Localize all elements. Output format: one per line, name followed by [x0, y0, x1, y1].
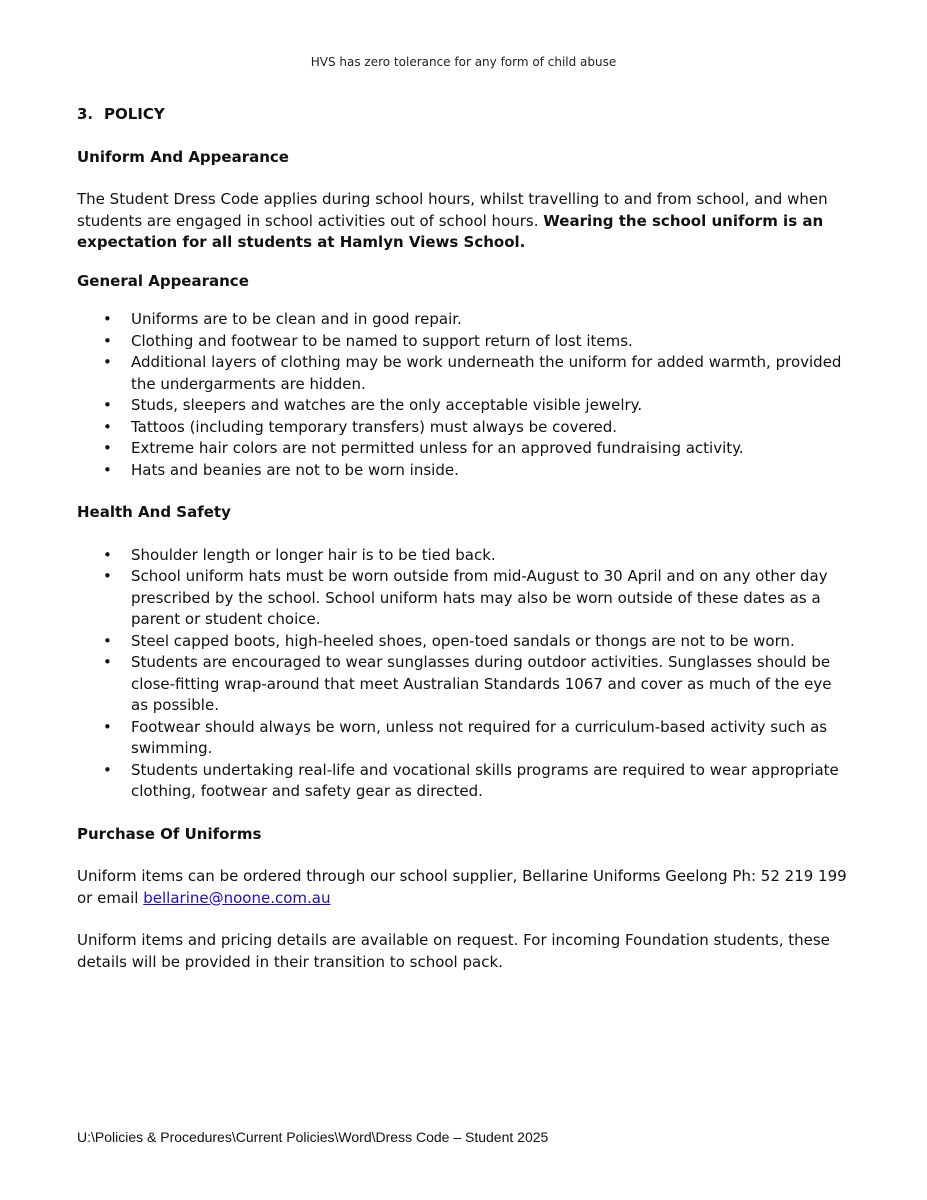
health-safety-list: [77, 545, 847, 803]
dress-code-text: The Student Dress Code applies during school hours, whilst travelling to and from school, and when students are engaged in school activities out of school hours.: [77, 190, 828, 230]
list-item: • Footwear should always be worn, unless not required for a curriculum-based activity such as swimming.: [77, 717, 847, 760]
file-path-footer: U:\Policies & Procedures\Current Policies\Word\Dress Code – Student 2025: [77, 1129, 549, 1145]
list-item: • Students are encouraged to wear sunglasses during outdoor activities. Sunglasses should be close-fitting wrap-around that meet Australian Standards 1067 and cover as much of the eye as possible.: [77, 652, 847, 717]
purchase-heading: Purchase Of Uniforms: [77, 824, 262, 843]
list-item: • Steel capped boots, high-heeled shoes, open-toed sandals or thongs are not to be worn.: [77, 631, 847, 653]
purchase-paragraph: [77, 866, 847, 909]
section-title: POLICY: [104, 105, 165, 123]
list-item: • Clothing and footwear to be named to support return of lost items.: [77, 331, 847, 353]
general-appearance-heading: General Appearance: [77, 271, 249, 290]
supplier-email-link[interactable]: bellarine@noone.com.au: [143, 888, 331, 907]
document-body: [77, 104, 847, 973]
general-appearance-list: [77, 309, 847, 481]
purchase-text: Uniform items can be ordered through our school supplier, Bellarine Uniforms Geelong Ph: 52 219 199 or email: [77, 867, 847, 907]
list-item: • School uniform hats must be worn outside from mid-August to 30 April and on any other day prescribed by the school. School uniform hats may also be worn outside of these dates as a parent or student choice.: [77, 566, 847, 631]
list-item: • Extreme hair colors are not permitted unless for an approved fundraising activity.: [77, 438, 847, 460]
list-item: • Hats and beanies are not to be worn inside.: [77, 460, 847, 482]
uniform-appearance-heading: Uniform And Appearance: [77, 147, 289, 166]
page-header: HVS has zero tolerance for any form of child abuse: [310, 55, 617, 69]
list-item: • Tattoos (including temporary transfers) must always be covered.: [77, 417, 847, 439]
list-item: • Studs, sleepers and watches are the only acceptable visible jewelry.: [77, 395, 847, 417]
list-item: • Students undertaking real-life and vocational skills programs are required to wear appropriate clothing, footwear and safety gear as directed.: [77, 760, 847, 803]
health-safety-heading: Health And Safety: [77, 503, 231, 521]
list-item: • Shoulder length or longer hair is to be tied back.: [77, 545, 847, 567]
uniform-expectation-text: Wearing the school uniform is an expectation for all students at Hamlyn Views School.: [77, 211, 824, 251]
uniform-appearance-paragraph: [77, 189, 847, 254]
section-heading: [77, 104, 847, 126]
list-item: • Uniforms are to be clean and in good repair.: [77, 309, 847, 331]
list-item: • Additional layers of clothing may be work underneath the uniform for added warmth, provided the undergarments are hidden.: [77, 352, 847, 395]
pricing-paragraph: Uniform items and pricing details are available on request. For incoming Foundation students, these details will be provided in their transition to school pack.: [77, 931, 830, 971]
section-number: 3.: [77, 105, 94, 123]
